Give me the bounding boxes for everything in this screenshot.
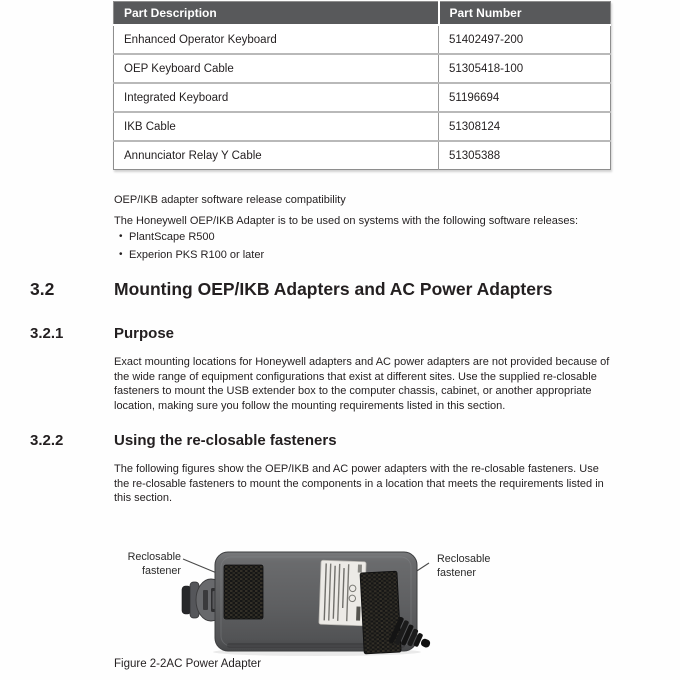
section-number: 3.2.1 [30, 325, 64, 342]
table-row [114, 83, 611, 112]
part-description-cell: Integrated Keyboard [114, 83, 439, 112]
part-number-cell: 51305388 [439, 141, 611, 170]
fastener-strap-right [360, 571, 401, 654]
compatibility-intro: The Honeywell OEP/IKB Adapter is to be used on systems with the following software releases: [114, 215, 579, 227]
table-row [114, 25, 611, 54]
part-number-cell: 51196694 [439, 83, 611, 112]
bullet-icon: • [119, 231, 123, 242]
section-title: Purpose [114, 325, 175, 342]
list-item [119, 231, 215, 243]
section-number: 3.2.2 [30, 432, 64, 449]
figure-callout-right: Reclosable fastener [437, 553, 491, 579]
table-row [114, 54, 611, 83]
figure-callout-left: Reclosable fastener [127, 551, 181, 577]
section-title: Using the re-closable fasteners [114, 432, 337, 449]
part-description-cell: IKB Cable [114, 112, 439, 141]
part-description-cell: Enhanced Operator Keyboard [114, 25, 439, 54]
section-number: 3.2 [30, 279, 55, 299]
table-header-row [114, 2, 611, 26]
column-header-part-description: Part Description [114, 2, 439, 26]
body-paragraph: The following figures show the OEP/IKB and AC power adapters with the re-closable fasteners. Use the re-closable fasteners to mount the components in a location that meets the requirements listed in this section. [114, 463, 604, 505]
figure-caption: Figure 2-2AC Power Adapter [114, 658, 262, 670]
table-row [114, 112, 611, 141]
part-number-cell: 51402497-200 [439, 25, 611, 54]
part-number-cell: 51308124 [439, 112, 611, 141]
bullet-label: PlantScape R500 [129, 231, 215, 243]
fastener-strap-left [224, 565, 263, 619]
table-row [114, 141, 611, 170]
bullet-label: Experion PKS R100 or later [129, 249, 265, 261]
list-item [119, 249, 264, 261]
part-description-cell: Annunciator Relay Y Cable [114, 141, 439, 170]
body-paragraph: Exact mounting locations for Honeywell adapters and AC power adapters are not provided because of the wide range of equipment configurations that exist at different sites. Use the supplied re-closable fasteners to mount the USB extender box to the computer chassis, cabinet, or another appropriate location, making sure you follow the mounting requirements listed in this section. [114, 356, 610, 412]
bullet-icon: • [119, 249, 123, 260]
spec-label [319, 560, 366, 626]
parts-table [113, 1, 611, 170]
part-description-cell: OEP Keyboard Cable [114, 54, 439, 83]
column-header-part-number: Part Number [439, 2, 611, 26]
compatibility-heading: OEP/IKB adapter software release compatibility [114, 194, 346, 206]
section-title: Mounting OEP/IKB Adapters and AC Power Adapters [114, 279, 553, 299]
part-number-cell: 51305418-100 [439, 54, 611, 83]
